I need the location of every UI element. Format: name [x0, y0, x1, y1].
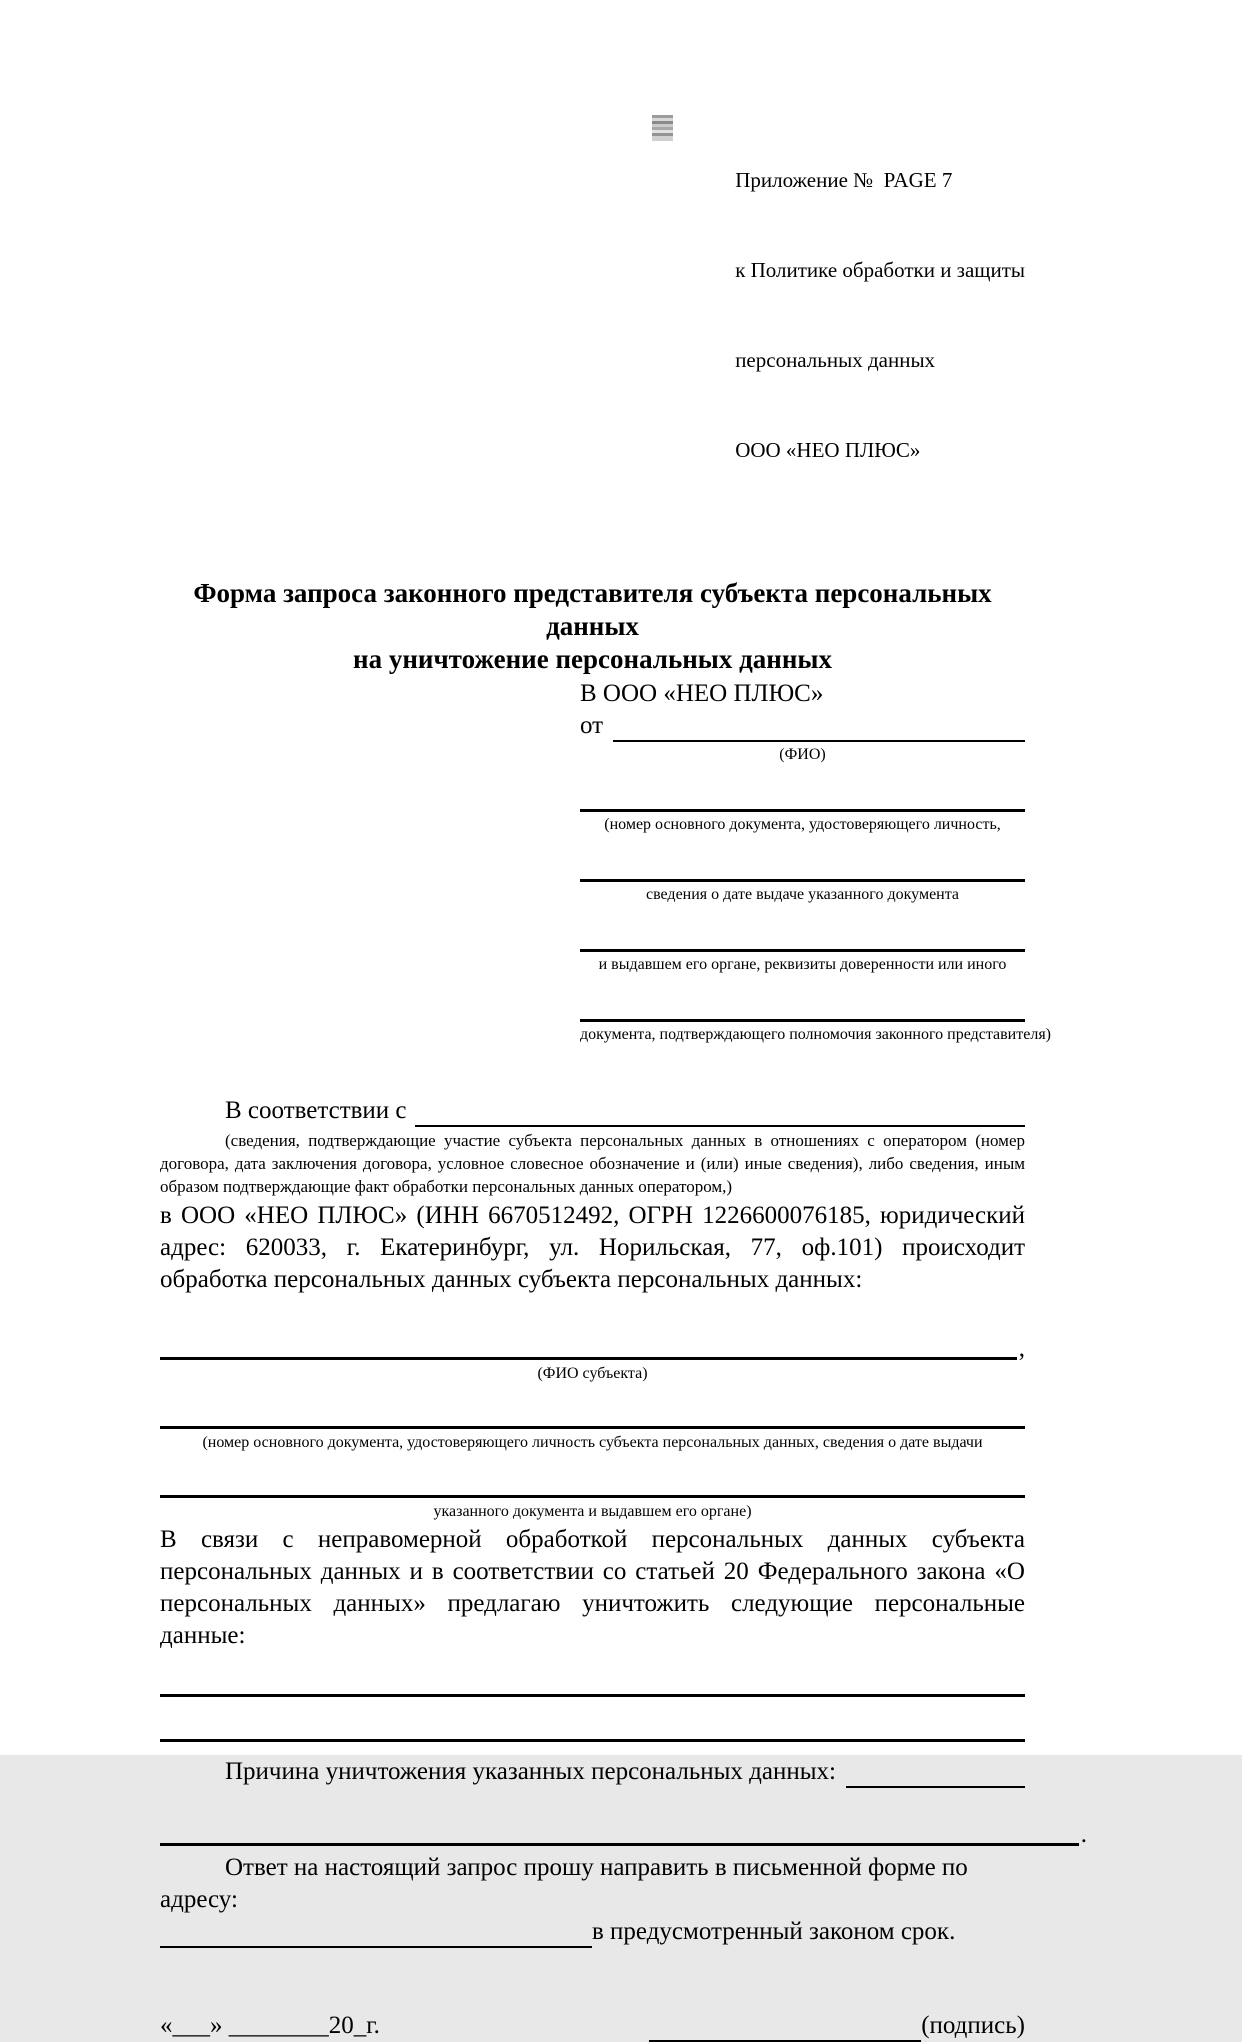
reason-label: Причина уничтожения указанных персональных данных: — [225, 1758, 836, 1785]
document-title-line1: Форма запроса законного представителя субъекта персональных данных — [193, 578, 992, 641]
fill-line-answer-address — [160, 1916, 592, 1948]
caption-doc-issuer: и выдавшем его органе, реквизиты доверенности или иного — [598, 956, 1007, 973]
signature-caption: (подпись) — [921, 2012, 1025, 2039]
answer-tail: в предусмотренный законом срок. — [592, 1918, 956, 1945]
from-label: от — [580, 712, 604, 739]
data-to-destroy-row-2 — [160, 1739, 1025, 1742]
footer-row — [160, 2010, 1025, 2042]
appendix-line: к Политике обработки и защиты — [735, 258, 1025, 282]
fill-line-reason — [846, 1758, 1025, 1788]
subject-fio-row — [160, 1335, 1025, 1362]
document-title-line2: на уничтожение персональных данных — [353, 644, 832, 674]
fill-line-data-1 — [160, 1694, 1025, 1697]
embedded-image-artifact — [652, 115, 673, 141]
operator-paragraph: в ООО «НЕО ПЛЮС» (ИНН 6670512492, ОГРН 1226600076185, юридический адрес: 620033, г. Екатеринбург, ул. Норильская, 77, оф.101) происходит обработка персональных данных субъекта персональных данных: — [160, 1202, 1025, 1293]
according-label: В соответствии с — [225, 1097, 407, 1124]
caption-doc-date: сведения о дате выдаче указанного документа — [645, 886, 960, 903]
fill-line-according — [415, 1097, 1025, 1127]
caption-fio: (ФИО) — [779, 746, 826, 763]
period-after-line: . — [1080, 1821, 1087, 1848]
appendix-line: Приложение № PAGE 7 — [735, 168, 953, 192]
document-title — [160, 577, 1025, 676]
signature-line — [649, 2012, 921, 2042]
caption-subject-doc2: указанного документа и выдавшем его органе) — [433, 1503, 752, 1520]
answer-address-row — [160, 1916, 1025, 1948]
fill-line-subject-fio — [160, 1357, 1017, 1360]
caption-subject-doc1: (номер основного документа, удостоверяющего личность субъекта персональных данных, сведения о дате выдачи — [202, 1434, 983, 1451]
appendix-line: ООО «НЕО ПЛЮС» — [735, 438, 921, 462]
fill-line-fio — [613, 712, 1025, 742]
fill-line-doc-number — [580, 809, 1025, 812]
page-header — [160, 105, 1025, 525]
unlawful-paragraph: В связи с неправомерной обработкой персональных данных субъекта персональных данных и в соответствии со статьей 20 Федерального закона «О персональных данных» предлагаю уничтожить следующие персональные данные: — [160, 1526, 1025, 1649]
from-row — [580, 710, 1025, 742]
fill-line-doc-date — [580, 879, 1025, 882]
fill-line-subject-doc-issuer — [160, 1495, 1025, 1498]
data-to-destroy-row-1 — [160, 1694, 1025, 1697]
according-row — [160, 1095, 1025, 1127]
fill-line-reason-2 — [160, 1843, 1079, 1846]
appendix-block — [735, 105, 1025, 525]
fill-line-data-2 — [160, 1739, 1025, 1742]
caption-subject-fio: (ФИО субъекта) — [537, 1365, 648, 1382]
subject-doc-issuer-row — [160, 1495, 1025, 1498]
fill-line-subject-doc — [160, 1426, 1025, 1429]
reason-row — [160, 1756, 1025, 1788]
caption-doc-authority: документа, подтверждающего полномочия законного представителя) — [580, 1026, 1051, 1043]
subject-doc-row — [160, 1426, 1025, 1429]
answer-paragraph: Ответ на настоящий запрос прошу направить в письменной форме по адресу: — [160, 1854, 968, 1913]
signature-group — [649, 2010, 1025, 2042]
reason-continuation-row — [160, 1821, 1087, 1848]
addressee-to: В ООО «НЕО ПЛЮС» — [580, 680, 824, 707]
fill-line-doc-authority — [580, 1019, 1025, 1022]
caption-doc-number: (номер основного документа, удостоверяющего личность, — [604, 816, 1001, 833]
comma-after-line: , — [1018, 1335, 1025, 1362]
fine-print-note: (сведения, подтверждающие участие субъекта персональных данных в отношениях с оператором (номер договора, дата заключения договора, условное словесное обозначение и (или) иные сведения), либо сведения, иным образом подтверждающие факт обработки персональных данных оператором,) — [160, 1131, 1025, 1196]
fill-line-doc-issuer — [580, 949, 1025, 952]
date-line: «___» ________20_г. — [160, 2012, 380, 2039]
appendix-line: персональных данных — [735, 348, 936, 372]
addressee-block — [580, 678, 1051, 1045]
